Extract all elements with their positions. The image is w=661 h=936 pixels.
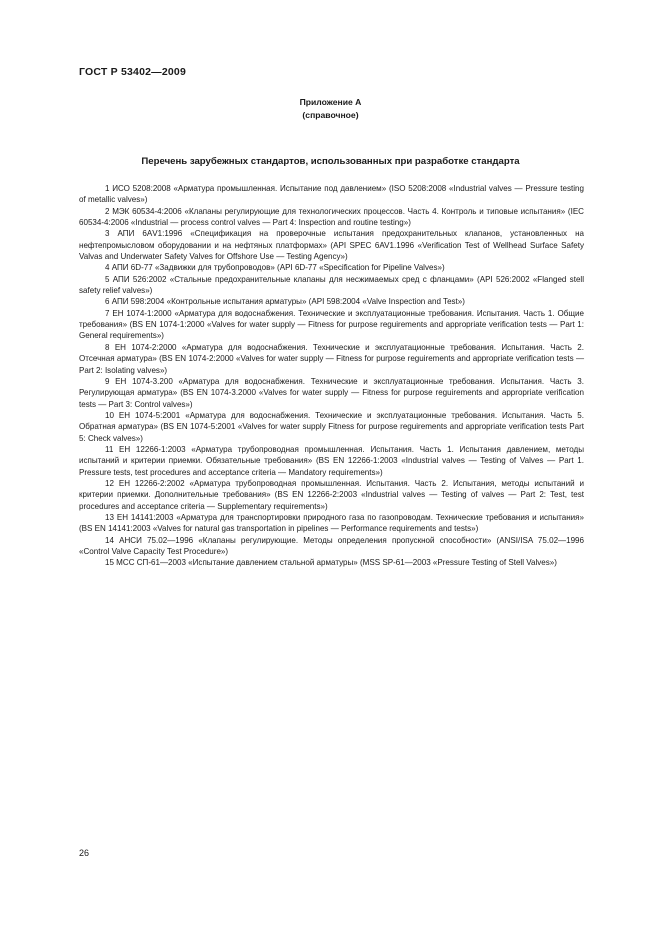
standards-list	[79, 183, 584, 569]
page-number: 26	[79, 848, 90, 858]
list-item: 15 МСС СП-61—2003 «Испытание давлением стальной арматуры» (MSS SP-61—2003 «Pressure Testing of Stell Valves»)	[105, 558, 557, 568]
annex-heading	[0, 96, 661, 122]
document-code: ГОСТ Р 53402—2009	[79, 66, 187, 78]
list-item: 2 МЭК 60534-4:2006 «Клапаны регулирующие для технологических процессов. Часть 4. Контроль и типовые испытания» (IEC 60534-4:2006 «Industrial — process control valves — Part 4: Inspection and routine testing»)	[79, 206, 584, 228]
annex-title: Приложение А	[299, 97, 362, 107]
list-item: 3 АПИ 6АV1:1996 «Спецификация на проверочные испытания предохранительных клапанов, установленных на нефтепромысловом оборудовании и на нефтяных платформах» (API SPEC 6AV1.1996 «Verification Test of Wellhead Surface Safety Valvas and Underwater Safety Valves for Offshore Use — Testing Agency»)	[79, 229, 584, 262]
list-item: 11 ЕН 12266-1:2003 «Арматура трубопроводная промышленная. Испытания. Часть 1. Испытания давлением, методы испытаний и критерии приемки. Обязательные требования» (BS EN 12266-1:2003 «Industrial valves — Testing of Valves — Part 1. Pressure tests, test procedures and acceptance criteria — Mandatory requirements»)	[79, 444, 584, 477]
list-item: 8 ЕН 1074-2:2000 «Арматура для водоснабжения. Технические и эксплуатационные требования. Испытания. Часть 2. Отсечная арматура» (BS EN 1074-2:2000 «Valves for water supply — Fitness for purpose reguirements and appropriate verification tests — Part 2: Isolating valves»)	[79, 342, 584, 375]
list-item: 5 АПИ 526:2002 «Стальные предохранительные клапаны для несжимаемых сред с фланцами» (API 526:2002 «Flanged stell safety relief valves»)	[79, 274, 584, 296]
list-item: 4 АПИ 6D-77 «Задвижки для трубопроводов» (API 6D-77 «Specification for Pipeline Valves»)	[105, 263, 445, 273]
list-item: 10 ЕН 1074-5:2001 «Арматура для водоснабжения. Технические и эксплуатационные требования. Испытания. Часть 5. Обратная арматура» (BS EN 1074-5:2001 «Valves for water supply Fitness for purpose reguirements and appropriate verification tests Part 5: Check valves»)	[79, 410, 584, 443]
list-item: 9 ЕН 1074-3.200 «Арматура для водоснабжения. Технические и эксплуатационные требования. Испытания. Часть 3. Регулирующая арматура» (BS EN 1074-3.2000 «Valves for water supply — Fitness for purpose reguirements and appropriate verification tests — Part 3: Control valves»)	[79, 376, 584, 409]
list-item: 12 ЕН 12266-2:2002 «Арматура трубопроводная промышленная. Испытания. Часть 2. Испытания, методы испытаний и критерии приемки. Дополнительные требования» (BS EN 12266-2:2003 «Industrial valves — Testing of valves — Part 2: Test, test procedures and acceptance criteria — Supplementary requirements»)	[79, 478, 584, 511]
list-item: 13 ЕН 14141:2003 «Арматура для транспортировки природного газа по газопроводам. Технические требования и испытания» (BS EN 14141:2003 «Valves for natural gas transportation in pipelines — Performance requirements and tests»)	[79, 512, 584, 534]
list-item: 1 ИСО 5208:2008 «Арматура промышленная. Испытание под давлением» (ISO 5208:2008 «Industrial valves — Pressure testing of metallic valves»)	[79, 184, 584, 205]
annex-note: (справочное)	[302, 110, 359, 120]
list-item: 7 ЕН 1074-1:2000 «Арматура для водоснабжения. Технические и эксплуатационные требования. Испытания. Часть 1. Общие требования» (BS EN 1074-1:2000 «Valves for water supply — Fitness for purpose reguirements and appropriate verification tests — Part 1: General requirements»)	[79, 308, 584, 341]
section-title: Перечень зарубежных стандартов, использованных при разработке стандарта	[141, 156, 520, 167]
list-item: 6 АПИ 598:2004 «Контрольные испытания арматуры» (API 598:2004 «Valve Inspection and Test»)	[105, 297, 465, 307]
list-item: 14 АНСИ 75.02—1996 «Клапаны регулирующие. Методы определения пропускной способности» (ANSI/ISA 75.02—1996 «Control Valve Capacity Test Procedure»)	[79, 535, 584, 556]
